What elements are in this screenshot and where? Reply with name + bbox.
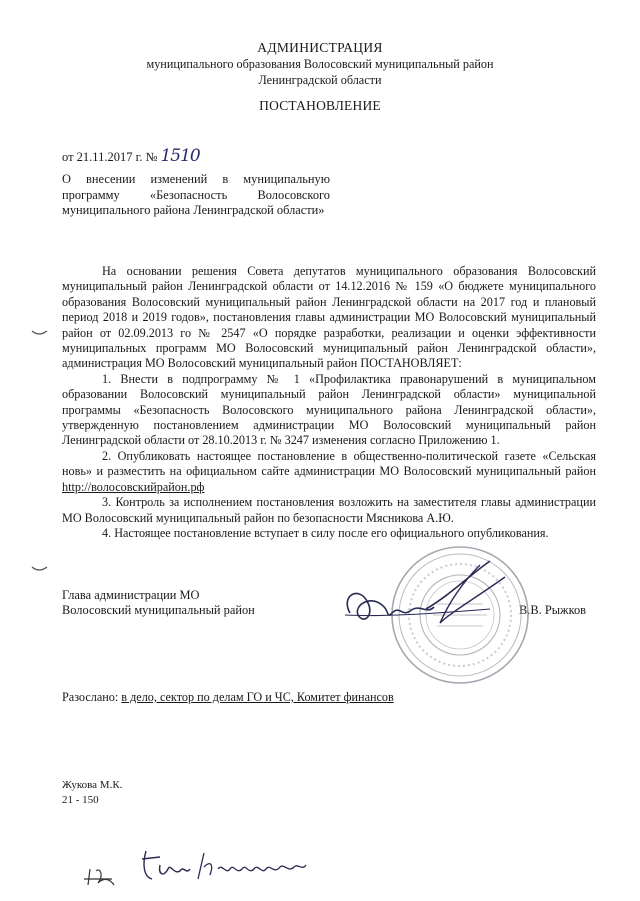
executor-phone: 21 - 150 — [62, 794, 99, 806]
document-type: ПОСТАНОВЛЕНИЕ — [259, 98, 381, 113]
handwritten-initials-icon — [82, 865, 122, 887]
item-2-text: 2. Опубликовать настоящее постановление в общественно-политической газете «Сельская новь» и разместить на официальном сайте администрации МО Волосовский муниципальный район — [62, 448, 596, 479]
org-region-line: Ленинградской области — [258, 73, 382, 87]
document-body — [62, 264, 596, 541]
item-3-paragraph: 3. Контроль за исполнением постановления возложить на заместителя главы администрации МО Волосовский муниципальный район по безопасности Мясникова А.Ю. — [62, 495, 596, 525]
distribution-label: Разослано: — [62, 690, 119, 704]
signatory-name: В.В. Рыжков — [519, 603, 587, 617]
margin-mark-icon — [30, 564, 50, 574]
handwritten-approval-signature-icon — [138, 845, 313, 885]
website-link[interactable]: http://волосовскийрайон.рф — [62, 479, 205, 494]
item-4-paragraph: 4. Настоящее постановление вступает в силу после его официального опубликования. — [102, 525, 549, 540]
handwritten-signature-icon — [330, 555, 520, 635]
date-prefix: от 21.11.2017 г. № — [62, 150, 158, 164]
handwritten-document-number: 1510 — [160, 146, 200, 166]
margin-mark-icon — [30, 328, 50, 338]
item-2-paragraph — [62, 449, 596, 495]
signatory-title-line1: Глава администрации МО — [62, 588, 200, 602]
distribution-list: в дело, сектор по делам ГО и ЧС, Комитет финансов — [121, 690, 394, 704]
preamble-paragraph: На основании решения Совета депутатов муниципального образования Волосовский муниципальный район Ленинградской области от 14.12.2016 № 159 «О бюджете муниципального образования Волосовский муниципальный район Ленинградской области на 2017 год и плановый период 2018 и 2019 годов», постановления главы администрации МО Волосовский муниципальный район от 02.09.2013 го № 2547 «О порядке разработки, реализации и оценки эффективности муниципальных программ МО Волосовский муниципальный район Ленинградской области», администрация МО Волосовский муниципальный район ПОСТАНОВЛЯЕТ: — [62, 264, 596, 371]
document-subject: О внесении изменений в муниципальную программу «Безопасность Волосовского муниципального района Ленинградской области» — [62, 172, 330, 217]
distribution-line — [62, 690, 394, 705]
date-number-line — [62, 146, 200, 166]
signatory-title-line2: Волосовский муниципальный район — [62, 603, 255, 617]
item-1-paragraph: 1. Внести в подпрограмму № 1 «Профилактика правонарушений в муниципальном образовании Волосовский муниципальный район Ленинградской области» муниципальной программы «Безопасность Волосовского муниципального района Ленинградской области», утвержденную постановлением администрации МО Волосовский муниципальный район Ленинградской области от 28.10.2013 г. № 3247 изменения согласно Приложению 1. — [62, 371, 596, 448]
org-title: АДМИНИСТРАЦИЯ — [257, 40, 383, 55]
executor-name: Жукова М.К. — [62, 779, 123, 791]
org-name-line: муниципального образования Волосовский муниципальный район — [146, 57, 494, 71]
